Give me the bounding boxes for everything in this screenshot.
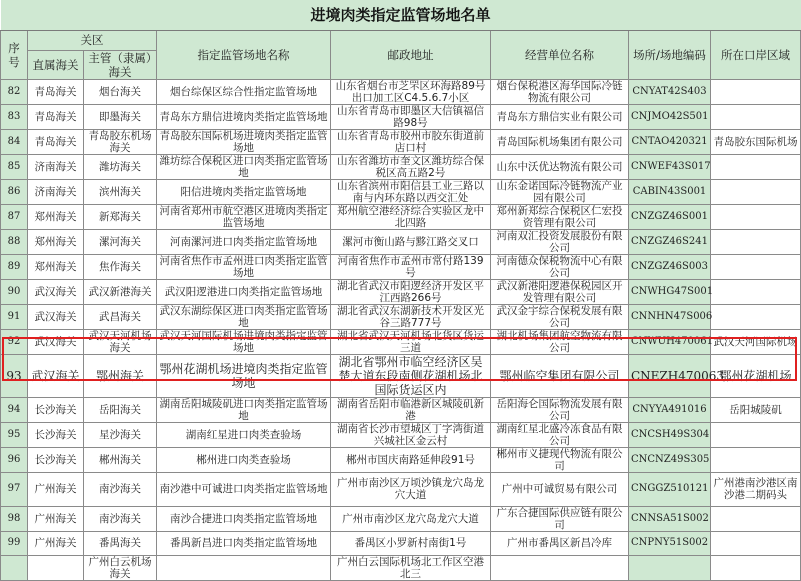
table-row — [1, 79, 801, 104]
address[interactable]: 山东省青岛市即墨区大信镇福信路98号 — [331, 104, 491, 129]
operator[interactable]: 岳阳海仑国际物流发展有限公司 — [491, 397, 629, 422]
table-row — [1, 397, 801, 422]
address[interactable]: 湖北省武汉市阳逻经济开发区平江西路266号 — [331, 279, 491, 304]
table-row — [1, 129, 801, 154]
row-no[interactable]: 95 — [1, 422, 28, 447]
header-district: 关区 — [28, 30, 157, 50]
site-name[interactable]: 烟台综保区综合性指定监管场地 — [157, 79, 331, 104]
site-name[interactable]: 武汉东湖综保区进口肉类指定监管场地 — [157, 304, 331, 329]
sub-customs[interactable]: 烟台海关 — [84, 79, 157, 104]
address[interactable]: 广州白云国际机场北工作区空港北三 — [331, 555, 491, 580]
port-area[interactable] — [711, 204, 801, 229]
site-name[interactable]: 青岛东方鼎信进境肉类指定监管场地 — [157, 104, 331, 129]
table-row — [1, 472, 801, 506]
operator[interactable]: 广州中可诚贸易有限公司 — [491, 472, 629, 506]
operator[interactable]: 广东合捷国际供应链有限公司 — [491, 506, 629, 531]
operator[interactable]: 烟台保税港区海华国际冷链物流有限公司 — [491, 79, 629, 104]
direct-customs[interactable]: 武汉海关 — [28, 304, 84, 329]
row-no[interactable]: 88 — [1, 229, 28, 254]
direct-customs[interactable]: 郑州海关 — [28, 229, 84, 254]
site-code[interactable]: CNZGZ46S241 — [629, 229, 711, 254]
header-direct-customs: 直属海关 — [28, 50, 84, 79]
row-no[interactable]: 89 — [1, 254, 28, 279]
direct-customs[interactable]: 郑州海关 — [28, 204, 84, 229]
table-row — [1, 154, 801, 179]
site-code[interactable]: CNNHN47S006 — [629, 304, 711, 329]
operator[interactable]: 河南德众保税物流中心有限公司 — [491, 254, 629, 279]
site-name[interactable]: 南沙港中可诚进口肉类指定监管场地 — [157, 472, 331, 506]
site-code[interactable]: CNWEF43S017 — [629, 154, 711, 179]
site-code[interactable]: CNCNZ49S305 — [629, 447, 711, 472]
header-operator: 经营单位名称 — [491, 30, 629, 79]
operator[interactable]: 武汉金宇综合保税发展有限公司 — [491, 304, 629, 329]
site-name[interactable]: 湖南红星进口肉类查验场 — [157, 422, 331, 447]
address[interactable]: 郴州市国庆南路延伸段91号 — [331, 447, 491, 472]
row-no[interactable]: 92 — [1, 329, 28, 354]
site-name[interactable]: 河南漯河进口肉类指定监管场地 — [157, 229, 331, 254]
sub-customs[interactable]: 焦作海关 — [84, 254, 157, 279]
site-name[interactable]: 番禺新昌进口肉类指定监管场地 — [157, 531, 331, 555]
operator[interactable]: 青岛国际机场集团有限公司 — [491, 129, 629, 154]
sub-customs[interactable]: 潍坊海关 — [84, 154, 157, 179]
address[interactable]: 山东省青岛市胶州市胶东街道前店口村 — [331, 129, 491, 154]
port-area[interactable] — [711, 179, 801, 204]
sub-customs[interactable]: 武汉新港海关 — [84, 279, 157, 304]
operator[interactable]: 山东金诺国际冷链物流产业园有限公司 — [491, 179, 629, 204]
direct-customs[interactable]: 武汉海关 — [28, 279, 84, 304]
direct-customs[interactable]: 长沙海关 — [28, 422, 84, 447]
sub-customs[interactable]: 漯河海关 — [84, 229, 157, 254]
operator[interactable]: 河南双汇投资发展股份有限公司 — [491, 229, 629, 254]
header-port: 所在口岸区域 — [711, 30, 801, 79]
row-no[interactable]: 85 — [1, 154, 28, 179]
operator[interactable]: 广州市番禺区新昌冷库 — [491, 531, 629, 555]
site-code[interactable]: CNZGZ46S001 — [629, 204, 711, 229]
table-row — [1, 204, 801, 229]
site-code[interactable]: CNYYA491016 — [629, 397, 711, 422]
table-row — [1, 506, 801, 531]
port-area[interactable]: 鄂州花湖机场 — [711, 354, 801, 397]
port-area[interactable] — [711, 447, 801, 472]
table-row — [1, 104, 801, 129]
site-name[interactable]: 湖南岳阳城陵矶进口肉类指定监管场地 — [157, 397, 331, 422]
site-code[interactable]: CNJMO42S501 — [629, 104, 711, 129]
sub-customs[interactable]: 即墨海关 — [84, 104, 157, 129]
site-code[interactable] — [629, 555, 711, 580]
row-no[interactable]: 90 — [1, 279, 28, 304]
operator[interactable]: 武汉新港阳逻港保税园区开发管理有限公司 — [491, 279, 629, 304]
site-name[interactable]: 武汉阳逻港进口肉类指定监管场地 — [157, 279, 331, 304]
operator[interactable]: 鄂州临空集团有限公司 — [491, 354, 629, 397]
port-area[interactable] — [711, 555, 801, 580]
sub-customs[interactable]: 岳阳海关 — [84, 397, 157, 422]
site-name[interactable]: 南沙合捷进口肉类指定监管场地 — [157, 506, 331, 531]
port-area[interactable] — [711, 254, 801, 279]
site-code[interactable]: CABIN43S001 — [629, 179, 711, 204]
sub-customs[interactable]: 武汉天河机场海关 — [84, 329, 157, 354]
site-name[interactable]: 河南省郑州市航空港区进境肉类指定监管场地 — [157, 204, 331, 229]
row-no[interactable]: 99 — [1, 531, 28, 555]
address[interactable]: 漯河市衡山路与黟江路交叉口 — [331, 229, 491, 254]
site-code[interactable]: CNZGZ46S003 — [629, 254, 711, 279]
port-area[interactable] — [711, 229, 801, 254]
sub-customs[interactable]: 广州白云机场海关 — [84, 555, 157, 580]
sub-customs[interactable]: 青岛胶东机场海关 — [84, 129, 157, 154]
port-area[interactable]: 岳阳城陵矶 — [711, 397, 801, 422]
table-row — [1, 422, 801, 447]
row-no[interactable]: 84 — [1, 129, 28, 154]
port-area[interactable] — [711, 304, 801, 329]
sub-customs[interactable]: 星沙海关 — [84, 422, 157, 447]
site-code[interactable]: CNPNY51S002 — [629, 531, 711, 555]
table-row — [1, 555, 801, 580]
site-code[interactable]: CNTAO420321 — [629, 129, 711, 154]
direct-customs[interactable]: 武汉海关 — [28, 329, 84, 354]
header-sub-customs: 主管（隶属）海关 — [84, 50, 157, 79]
port-area[interactable] — [711, 506, 801, 531]
direct-customs[interactable]: 广州海关 — [28, 506, 84, 531]
row-no[interactable]: 87 — [1, 204, 28, 229]
operator[interactable]: 郑州新郑综合保税区仁宏投资管理有限公司 — [491, 204, 629, 229]
direct-customs[interactable]: 广州海关 — [28, 472, 84, 506]
sub-customs[interactable]: 武昌海关 — [84, 304, 157, 329]
operator[interactable]: 郴州市义捷现代物流有限公司 — [491, 447, 629, 472]
sheet-title: 进境肉类指定监管场地名单 — [1, 0, 801, 30]
row-no[interactable]: 83 — [1, 104, 28, 129]
port-area[interactable] — [711, 154, 801, 179]
port-area[interactable]: 青岛胶东国际机场 — [711, 129, 801, 154]
header-address: 邮政地址 — [331, 30, 491, 79]
row-no[interactable]: 98 — [1, 506, 28, 531]
address[interactable]: 广州市南沙区万顷沙镇龙穴岛龙穴大道 — [331, 472, 491, 506]
table-row — [1, 279, 801, 304]
port-area[interactable]: 广州港南沙港区南沙港二期码头 — [711, 472, 801, 506]
sub-customs[interactable]: 南沙海关 — [84, 506, 157, 531]
address[interactable]: 郑州航空港经济综合实验区龙中北四路 — [331, 204, 491, 229]
table-row — [1, 229, 801, 254]
address[interactable]: 湖北省武汉东湖新技术开发区光谷三路777号 — [331, 304, 491, 329]
address[interactable]: 湖北省武汉天河机场北货区货运三道 — [331, 329, 491, 354]
table-row — [1, 304, 801, 329]
site-code[interactable]: CNYAT42S403 — [629, 79, 711, 104]
row-no[interactable]: 94 — [1, 397, 28, 422]
address[interactable]: 山东省烟台市芝罘区环海路89号出口加工区C4.5.6.7小区 — [331, 79, 491, 104]
direct-customs[interactable]: 青岛海关 — [28, 129, 84, 154]
site-code[interactable]: CNWHG47S001 — [629, 279, 711, 304]
address[interactable]: 番禺区小罗新村南街1号 — [331, 531, 491, 555]
sub-customs[interactable]: 番禺海关 — [84, 531, 157, 555]
operator[interactable]: 湖南红星北盛冷冻食品有限公司 — [491, 422, 629, 447]
direct-customs[interactable]: 济南海关 — [28, 179, 84, 204]
direct-customs[interactable]: 广州海关 — [28, 531, 84, 555]
sub-customs[interactable]: 郴州海关 — [84, 447, 157, 472]
address[interactable]: 河南省焦作市孟州市常付路139号 — [331, 254, 491, 279]
port-area[interactable] — [711, 422, 801, 447]
site-name[interactable] — [157, 555, 331, 580]
address[interactable]: 湖南省长沙市望城区丁字湾街道兴城社区金云村 — [331, 422, 491, 447]
row-no[interactable]: 82 — [1, 79, 28, 104]
site-name[interactable]: 鄂州花湖机场进境肉类指定监管场地 — [157, 354, 331, 397]
row-no[interactable] — [1, 555, 28, 580]
port-area[interactable] — [711, 79, 801, 104]
port-area[interactable] — [711, 104, 801, 129]
header-code: 场所/场地编码 — [629, 30, 711, 79]
header-no: 序号 — [1, 30, 28, 79]
operator[interactable] — [491, 555, 629, 580]
sub-customs[interactable]: 滨州海关 — [84, 179, 157, 204]
port-area[interactable]: 武汉天河国际机场 — [711, 329, 801, 354]
site-code[interactable]: CNCSH49S304 — [629, 422, 711, 447]
row-no[interactable]: 96 — [1, 447, 28, 472]
site-name[interactable]: 青岛胶东国际机场进境肉类指定监管场地 — [157, 129, 331, 154]
header-site-name: 指定监管场地名称 — [157, 30, 331, 79]
table-row — [1, 254, 801, 279]
direct-customs[interactable]: 济南海关 — [28, 154, 84, 179]
operator[interactable]: 青岛东方鼎信实业有限公司 — [491, 104, 629, 129]
direct-customs[interactable]: 青岛海关 — [28, 79, 84, 104]
address[interactable]: 湖南省岳阳市临港新区城陵矶新港 — [331, 397, 491, 422]
direct-customs[interactable]: 青岛海关 — [28, 104, 84, 129]
site-code[interactable]: CNGGZ510121 — [629, 472, 711, 506]
row-no[interactable]: 97 — [1, 472, 28, 506]
direct-customs[interactable]: 长沙海关 — [28, 447, 84, 472]
sub-customs[interactable]: 鄂州海关 — [84, 354, 157, 397]
port-area[interactable] — [711, 279, 801, 304]
row-no[interactable]: 91 — [1, 304, 28, 329]
address[interactable]: 山东省潍坊市奎文区潍坊综合保税区高五路2号 — [331, 154, 491, 179]
site-name[interactable]: 阳信进境肉类指定监管场地 — [157, 179, 331, 204]
direct-customs[interactable]: 郑州海关 — [28, 254, 84, 279]
site-name[interactable]: 河南省焦作市孟州进口肉类指定监管场地 — [157, 254, 331, 279]
direct-customs[interactable] — [28, 555, 84, 580]
operator[interactable]: 山东中沃优达物流有限公司 — [491, 154, 629, 179]
table-row — [1, 354, 801, 397]
address[interactable]: 湖北省鄂州市临空经济区吴楚大道东段南侧花湖机场北国际货运区内 — [331, 354, 491, 397]
row-no[interactable]: 86 — [1, 179, 28, 204]
site-name[interactable]: 郴州进口肉类查验场 — [157, 447, 331, 472]
site-code[interactable]: CNNSA51S002 — [629, 506, 711, 531]
table-row — [1, 179, 801, 204]
direct-customs[interactable]: 长沙海关 — [28, 397, 84, 422]
sub-customs[interactable]: 南沙海关 — [84, 472, 157, 506]
table-row — [1, 329, 801, 354]
port-area[interactable] — [711, 531, 801, 555]
address[interactable]: 广州市南沙区龙穴岛龙穴大道 — [331, 506, 491, 531]
site-name[interactable]: 武汉天河国际机场进境肉类指定监管场地 — [157, 329, 331, 354]
site-code[interactable]: CNWUH470061 — [629, 329, 711, 354]
table-row — [1, 531, 801, 555]
site-name[interactable]: 潍坊综合保税区进口肉类指定监管场地 — [157, 154, 331, 179]
site-code[interactable]: CNEZH470063 — [629, 354, 711, 397]
row-no[interactable]: 93 — [1, 354, 28, 397]
operator[interactable]: 湖北机场集团航空物流有限公司 — [491, 329, 629, 354]
direct-customs[interactable]: 武汉海关 — [28, 354, 84, 397]
address[interactable]: 山东省滨州市阳信县工业三路以南与内环东路以西交汇处 — [331, 179, 491, 204]
sub-customs[interactable]: 新郑海关 — [84, 204, 157, 229]
table-row — [1, 447, 801, 472]
